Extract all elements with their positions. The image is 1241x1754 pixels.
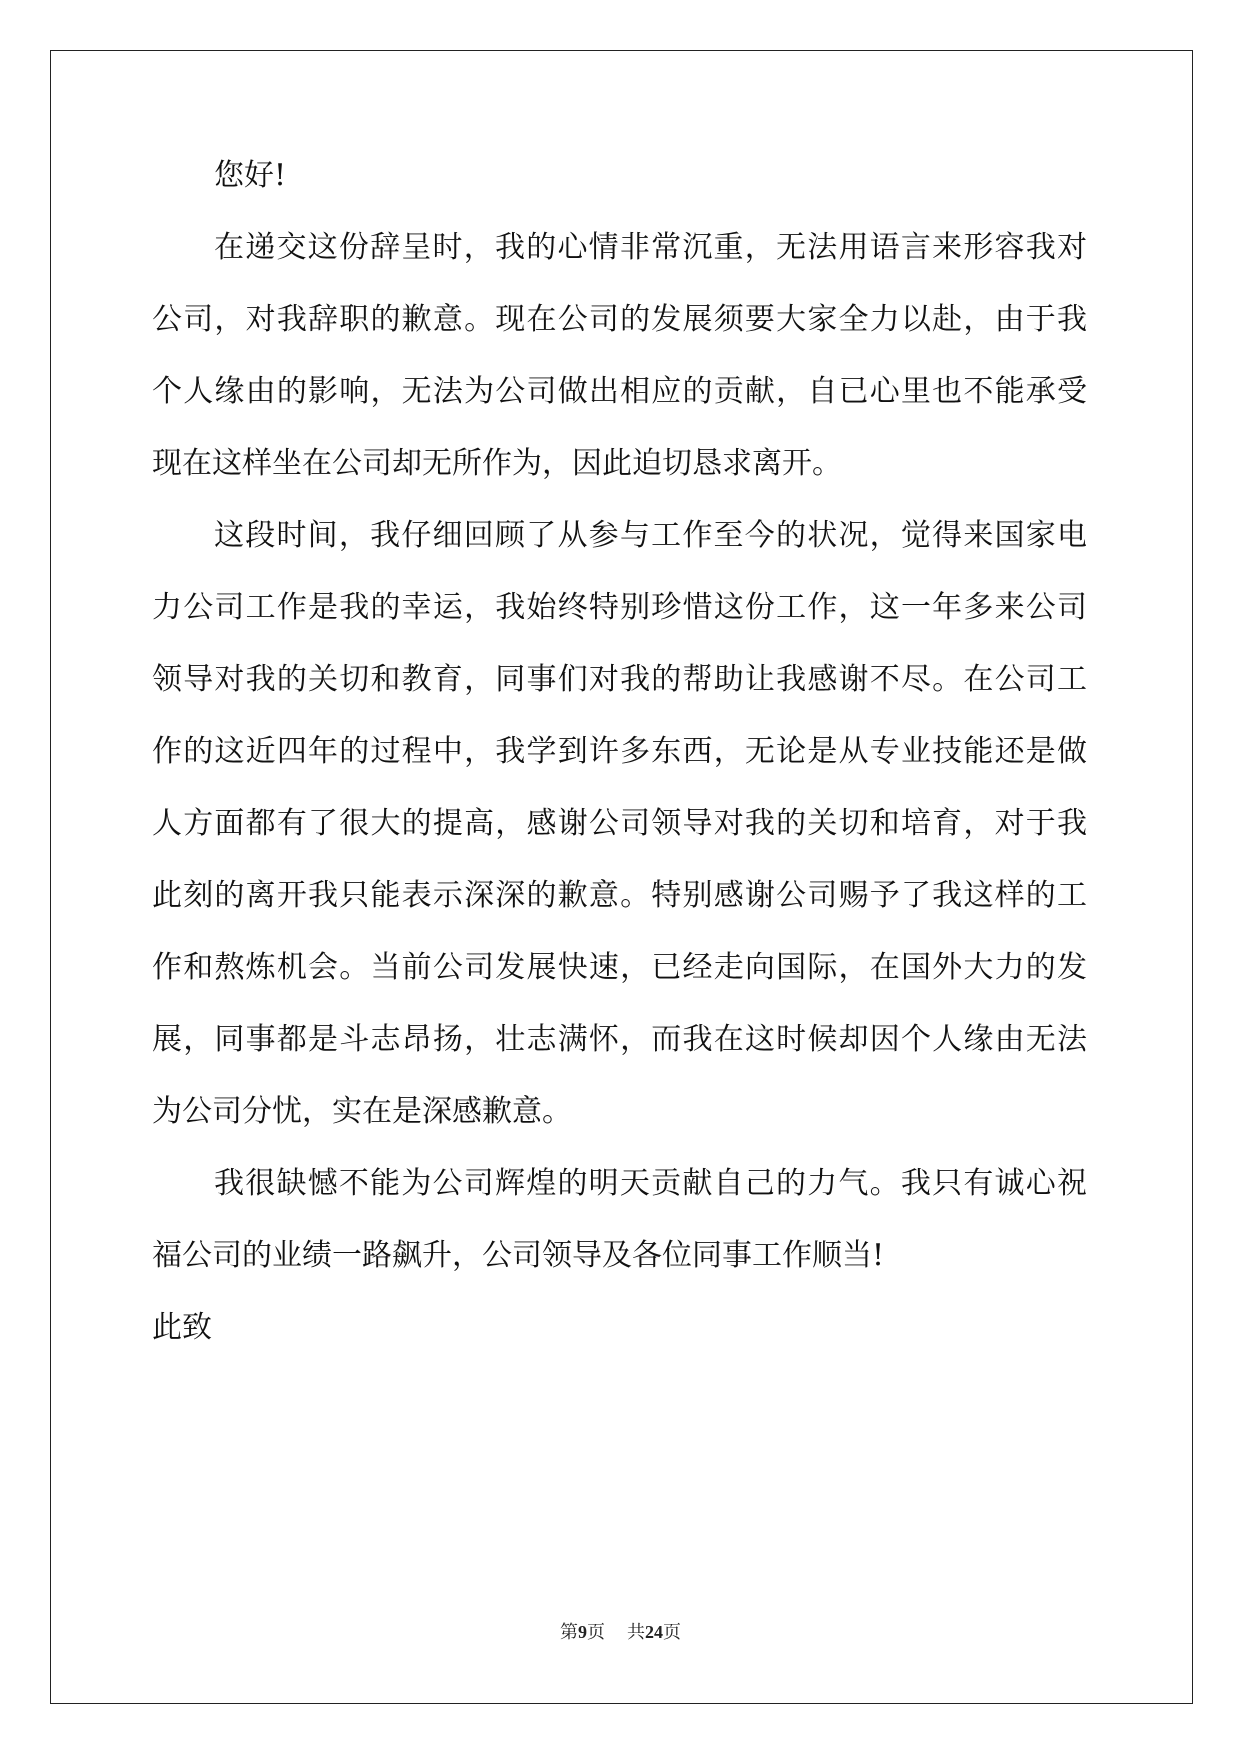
- paragraph-2-line-7: 作和熬炼机会。当前公司发展快速，已经走向国际，在国外大力的发: [152, 950, 1087, 985]
- closing: 此致: [152, 1310, 212, 1345]
- page-suffix: 页: [587, 1622, 605, 1642]
- paragraph-2-line-6: 此刻的离开我只能表示深深的歉意。特别感谢公司赐予了我这样的工: [152, 878, 1087, 913]
- paragraph-2-line-2: 力公司工作是我的幸运，我始终特别珍惜这份工作，这一年多来公司: [152, 590, 1087, 625]
- paragraph-1-line-2: 公司，对我辞职的歉意。现在公司的发展须要大家全力以赴，由于我: [152, 302, 1087, 337]
- paragraph-3-line-2: 福公司的业绩一路飙升，公司领导及各位同事工作顺当!: [152, 1238, 885, 1273]
- paragraph-1-line-1: 在递交这份辞呈时，我的心情非常沉重，无法用语言来形容我对: [214, 230, 1087, 265]
- total-prefix: 共: [627, 1622, 645, 1642]
- paragraph-2-line-8: 展，同事都是斗志昂扬，壮志满怀，而我在这时候却因个人缘由无法: [152, 1022, 1087, 1057]
- total-suffix: 页: [663, 1622, 681, 1642]
- page-prefix: 第: [560, 1622, 578, 1642]
- page-number: 9: [578, 1622, 587, 1642]
- paragraph-2-line-9: 为公司分忧，实在是深感歉意。: [152, 1094, 572, 1129]
- paragraph-1-line-3: 个人缘由的影响，无法为公司做出相应的贡献，自已心里也不能承受: [152, 374, 1087, 409]
- page-footer: [0, 1620, 1241, 1644]
- paragraph-2-line-5: 人方面都有了很大的提高，感谢公司领导对我的关切和培育，对于我: [152, 806, 1087, 841]
- paragraph-2-line-4: 作的这近四年的过程中，我学到许多东西，无论是从专业技能还是做: [152, 734, 1087, 769]
- paragraph-2-line-1: 这段时间，我仔细回顾了从参与工作至今的状况，觉得来国家电: [214, 518, 1087, 553]
- greeting: 您好!: [214, 158, 287, 193]
- paragraph-3-line-1: 我很缺憾不能为公司辉煌的明天贡献自己的力气。我只有诚心祝: [214, 1166, 1087, 1201]
- total-pages: 24: [645, 1622, 663, 1642]
- paragraph-2-line-3: 领导对我的关切和教育，同事们对我的帮助让我感谢不尽。在公司工: [152, 662, 1087, 697]
- paragraph-1-line-4: 现在这样坐在公司却无所作为，因此迫切恳求离开。: [152, 446, 842, 481]
